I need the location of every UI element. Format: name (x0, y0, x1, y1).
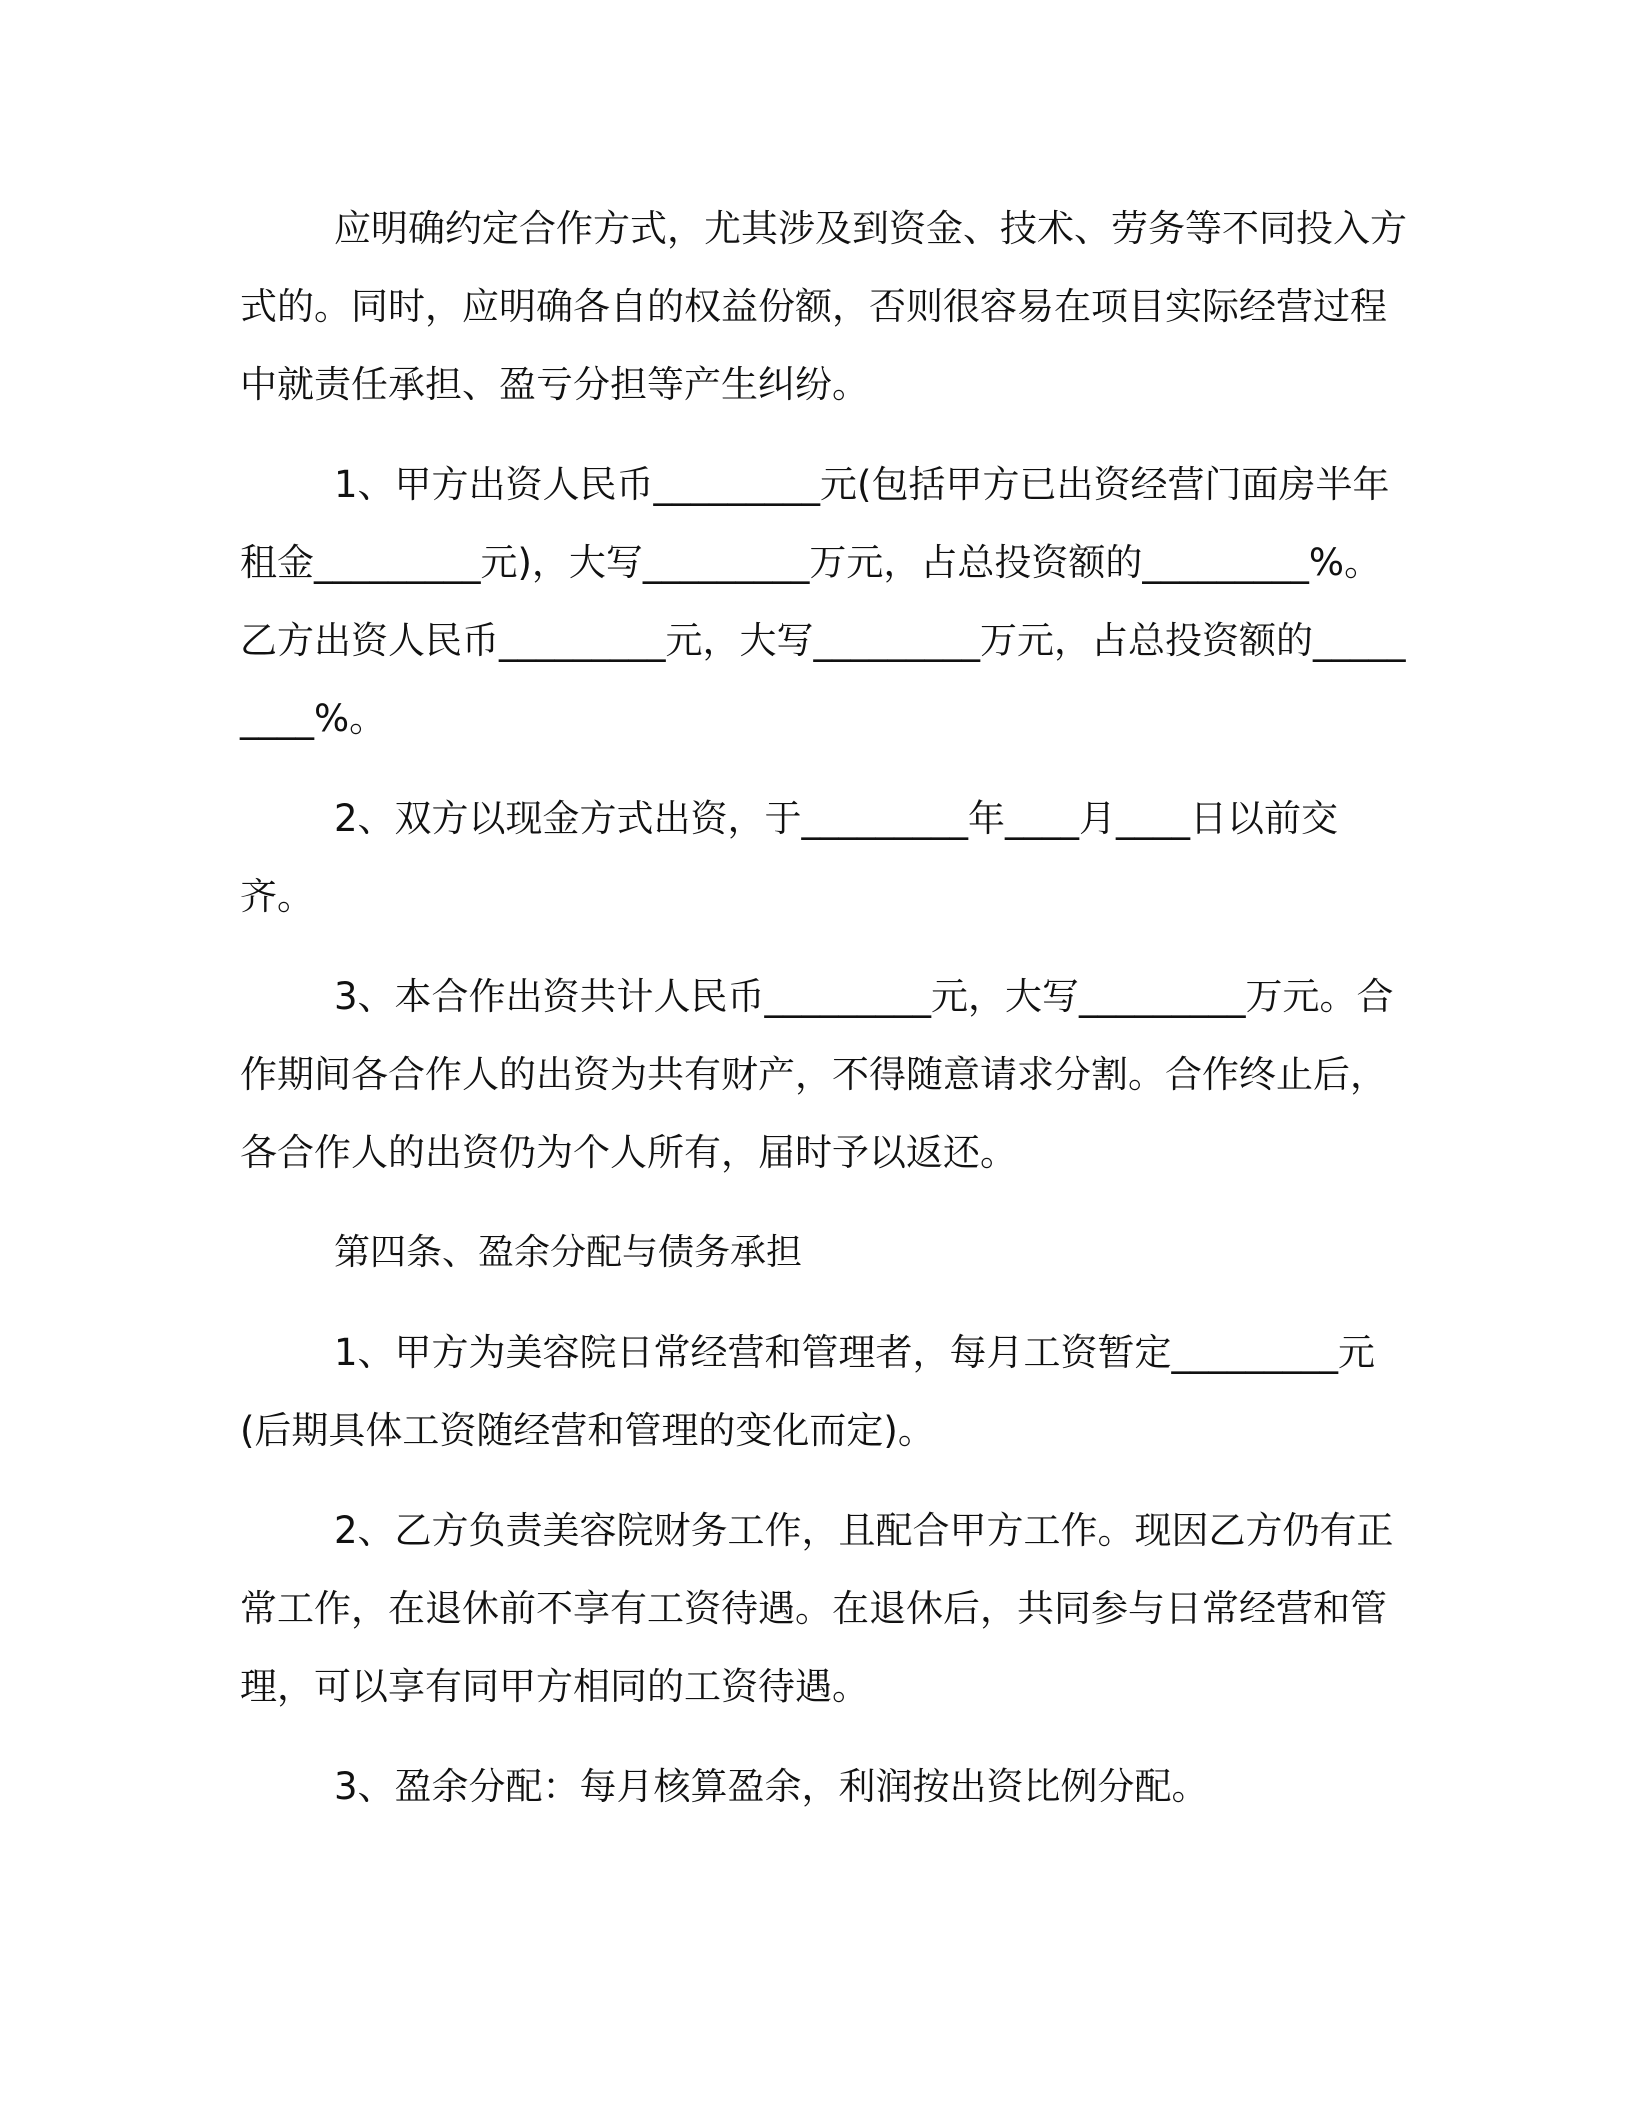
paragraph-cooperation-method: 应明确约定合作方式，尤其涉及到资金、技术、劳务等不同投入方式的。同时，应明确各自的权益份额，否则很容易在项目实际经营过程中就责任承担、盈亏分担等产生纠纷。 (240, 207, 1407, 406)
paragraph-capital-contribution: 1、甲方出资人民币_________元(包括甲方已出资经营门面房半年租金_________元)，大写_________万元，占总投资额的_________%。乙方出资人民币_________元，大写_________万元，占总投资额的_________%。 (240, 463, 1406, 740)
section-heading-article-four: 第四条、盈余分配与债务承担 (334, 1232, 803, 1273)
document-body (240, 190, 1410, 1848)
paragraph-cash-contribution-deadline: 2、双方以现金方式出资，于_________年____月____日以前交齐。 (240, 797, 1339, 918)
paragraph-total-contribution: 3、本合作出资共计人民币_________元，大写_________万元。合作期间各合作人的出资为共有财产，不得随意请求分割。合作终止后，各合作人的出资仍为个人所有，届时予以返还。 (240, 975, 1394, 1174)
paragraph-party-b-duties: 2、乙方负责美容院财务工作，且配合甲方工作。现因乙方仍有正常工作，在退休前不享有工资待遇。在退休后，共同参与日常经营和管理，可以享有同甲方相同的工资待遇。 (240, 1509, 1394, 1708)
paragraph-party-a-salary: 1、甲方为美容院日常经营和管理者，每月工资暂定_________元(后期具体工资随经营和管理的变化而定)。 (240, 1331, 1376, 1452)
paragraph-profit-distribution: 3、盈余分配：每月核算盈余，利润按出资比例分配。 (334, 1765, 1209, 1808)
